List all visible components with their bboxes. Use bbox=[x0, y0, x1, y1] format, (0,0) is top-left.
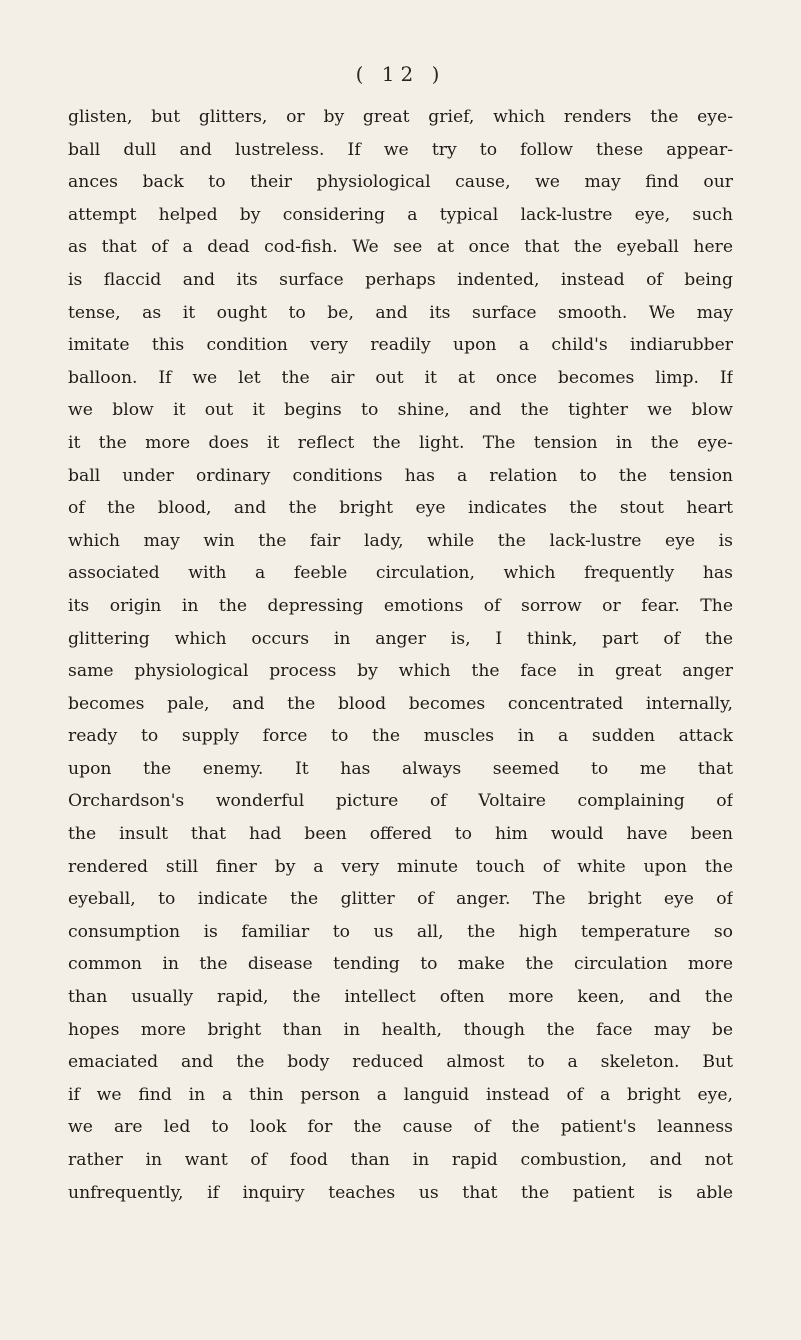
text-line: ready to supply force to the muscles in a sudden attack bbox=[68, 726, 733, 747]
text-line: common in the disease tending to make the circulation more bbox=[68, 954, 733, 975]
text-line: upon the enemy. It has always seemed to me that bbox=[68, 758, 733, 779]
text-line: we blow it out it begins to shine, and the tighter we blow bbox=[68, 400, 733, 421]
text-line: ball dull and lustreless. If we try to follow these appear- bbox=[68, 139, 733, 160]
text-line: consumption is familiar to us all, the high temperature so bbox=[68, 921, 733, 942]
text-line: than usually rapid, the intellect often more keen, and the bbox=[68, 987, 733, 1008]
text-line: ball under ordinary conditions has a relation to the tension bbox=[68, 465, 733, 486]
text-line: glisten, but glitters, or by great grief, which renders the eye- bbox=[68, 107, 733, 127]
page-number: ( 12 ) bbox=[355, 62, 446, 86]
body-text bbox=[68, 101, 733, 1209]
text-line: of the blood, and the bright eye indicates the stout heart bbox=[68, 498, 733, 519]
text-line: balloon. If we let the air out it at once becomes limp. If bbox=[68, 367, 733, 388]
text-line: attempt helped by considering a typical lack-lustre eye, such bbox=[68, 204, 733, 225]
text-line: as that of a dead cod-fish. We see at once that the eyeball here bbox=[68, 237, 733, 258]
text-line: imitate this condition very readily upon a child's indiarubber bbox=[68, 335, 733, 356]
text-line: tense, as it ought to be, and its surface smooth. We may bbox=[68, 302, 733, 323]
text-line: which may win the fair lady, while the lack-lustre eye is bbox=[68, 530, 733, 551]
text-line: if we find in a thin person a languid instead of a bright eye, bbox=[68, 1084, 733, 1105]
text-line: same physiological process by which the face in great anger bbox=[68, 661, 733, 682]
text-line: it the more does it reflect the light. The tension in the eye- bbox=[68, 432, 733, 453]
text-line: eyeball, to indicate the glitter of anger. The bright eye of bbox=[68, 889, 733, 910]
text-line: ances back to their physiological cause, we may find our bbox=[68, 172, 733, 193]
text-line: emaciated and the body reduced almost to a skeleton. But bbox=[68, 1052, 733, 1073]
text-line: hopes more bright than in health, though the face may be bbox=[68, 1019, 733, 1040]
text-line: its origin in the depressing emotions of sorrow or fear. The bbox=[68, 595, 733, 616]
text-line: associated with a feeble circulation, which frequently has bbox=[68, 563, 733, 584]
text-line: rendered still finer by a very minute touch of white upon the bbox=[68, 856, 733, 877]
text-line: is flaccid and its surface perhaps indented, instead of being bbox=[68, 269, 733, 290]
text-line: the insult that had been offered to him would have been bbox=[68, 824, 733, 845]
text-line: glittering which occurs in anger is, I think, part of the bbox=[68, 628, 733, 649]
text-line: we are led to look for the cause of the patient's leanness bbox=[68, 1117, 733, 1138]
text-line: Orchardson's wonderful picture of Voltaire complaining of bbox=[68, 791, 733, 812]
text-line: becomes pale, and the blood becomes concentrated internally, bbox=[68, 693, 733, 714]
text-line: unfrequently, if inquiry teaches us that the patient is able bbox=[68, 1182, 733, 1203]
text-line: rather in want of food than in rapid combustion, and not bbox=[68, 1150, 733, 1170]
